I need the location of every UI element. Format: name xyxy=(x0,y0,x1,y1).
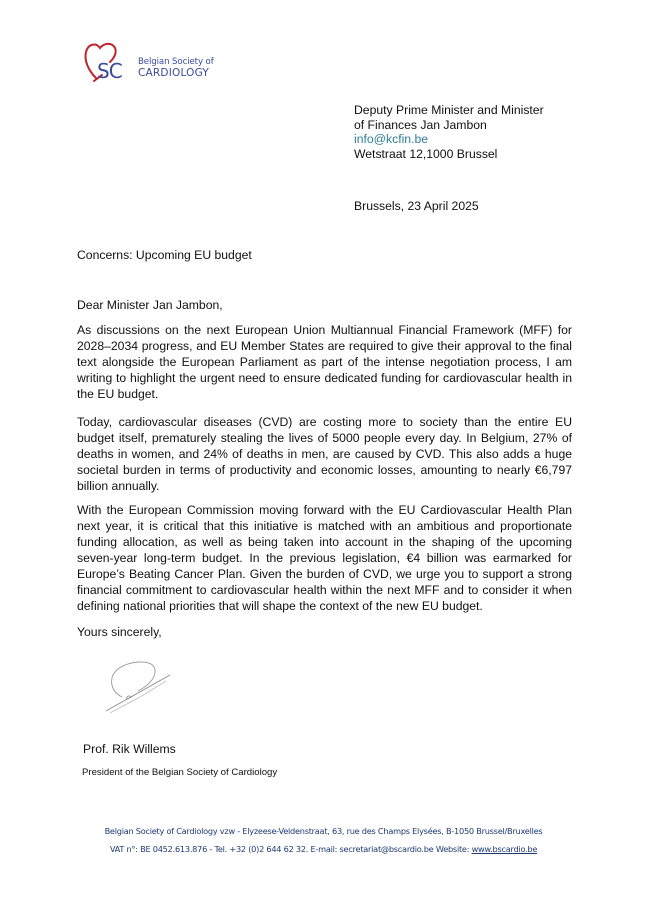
salutation: Dear Minister Jan Jambon, xyxy=(77,298,223,312)
footer-contact-text: VAT n°: BE 0452.613.876 - Tel. +32 (0)2 644 62 32. E-mail: secretariat@bscardio.be Website: xyxy=(109,844,472,854)
letter-subject: Concerns: Upcoming EU budget xyxy=(77,248,252,262)
society-logo xyxy=(82,40,222,86)
body-paragraph-3: With the European Commission moving forward with the EU Cardiovascular Health Plan next year, it is critical that this initiative is matched with an ambitious and proportionate funding allocation, as well as being taken into account in the shaping of the upcoming seven-year long-term budget. In the previous legislation, €4 billion was earmarked for Europe’s Beating Cancer Plan. Given the burden of CVD, we urge you to support a strong financial commitment to cardiovascular health within the next MFF and to consider it when defining national priorities that will shape the context of the new EU budget. xyxy=(77,503,572,613)
svg-text:SC: SC xyxy=(97,59,122,83)
body-paragraph-1: As discussions on the next European Union Multiannual Financial Framework (MFF) for 2028–2034 progress, and EU Member States are required to give their approval to the final text alongside the European Parliament as part of the intense negotiation process, I am writing to highlight the urgent need to ensure dedicated funding for cardiovascular health in the EU budget. xyxy=(77,323,572,401)
letter-date: Brussels, 23 April 2025 xyxy=(354,199,479,213)
logo-line-2: CARDIOLOGY xyxy=(138,67,210,79)
recipient-street: Wetstraat 12,1000 Brussel xyxy=(354,146,498,161)
recipient-line-2: of Finances Jan Jambon xyxy=(354,117,487,132)
signature-icon xyxy=(100,655,180,717)
footer-contact xyxy=(0,844,647,854)
recipient-address xyxy=(354,103,544,161)
body-paragraph-2: Today, cardiovascular diseases (CVD) are costing more to society than the entire EU budget itself, prematurely stealing the lives of 5000 people every day. In Belgium, 27% of deaths in women, and 24% of deaths in men, are caused by CVD. This also adds a huge societal burden in terms of productivity and economic losses, amounting to nearly €6,797 billion annually. xyxy=(77,415,572,493)
signer-title: President of the Belgian Society of Cardiology xyxy=(82,767,278,778)
recipient-line-1: Deputy Prime Minister and Minister xyxy=(354,103,544,117)
logo-wordmark xyxy=(138,57,214,79)
heart-logo-icon xyxy=(82,40,138,86)
footer-address: Belgian Society of Cardiology vzw - Elyzeese-Veldenstraat, 63, rue des Champs Elysées, B-1050 Brussel/Bruxelles xyxy=(104,826,543,836)
closing: Yours sincerely, xyxy=(77,625,162,639)
logo-line-1: Belgian Society of xyxy=(138,57,214,67)
signer-name: Prof. Rik Willems xyxy=(83,742,176,756)
footer-website-link[interactable]: www.bscardio.be xyxy=(471,844,538,854)
recipient-email-link[interactable]: info@kcfin.be xyxy=(354,132,429,147)
